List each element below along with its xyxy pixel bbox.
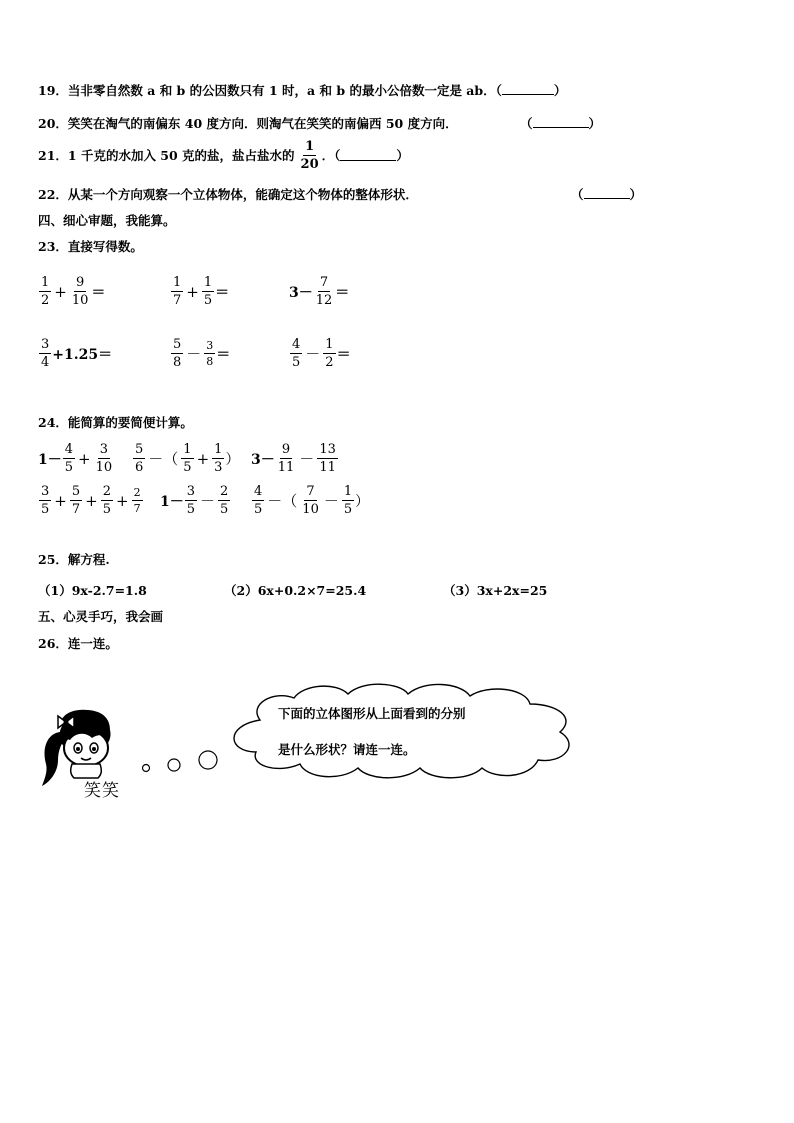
fraction-denominator: 7 xyxy=(71,502,81,517)
equation-3: （3）3x+2x=25 xyxy=(443,583,548,598)
fraction-numerator: 9 xyxy=(281,442,291,457)
section-4-heading: 四、细心审题，我能算。 xyxy=(38,213,176,228)
fraction-denominator: 11 xyxy=(319,460,336,475)
fraction-denominator: 2 xyxy=(41,293,50,308)
question-20-answer: （ ） xyxy=(520,116,602,131)
question-24-title: 24．能简算的要简便计算。 xyxy=(38,415,193,430)
math-operator: 3－ xyxy=(289,284,313,301)
math-operator: + xyxy=(54,491,67,510)
section-5-heading: 五、心灵手巧，我会画 xyxy=(38,609,164,624)
cloud-text-line-1: 下面的立体图形从上面看到的分别 xyxy=(278,706,466,721)
fraction-numerator: 3 xyxy=(41,337,50,352)
math-operator: ） xyxy=(225,451,240,468)
fraction-numerator: 1 xyxy=(173,275,182,290)
fraction-numerator: 4 xyxy=(64,442,74,457)
math-operator: － xyxy=(323,492,339,510)
question-20 xyxy=(38,116,458,132)
fraction-denominator: 5 xyxy=(41,502,50,517)
fraction-numerator: 13 xyxy=(319,442,336,457)
question-22 xyxy=(38,187,418,203)
fraction xyxy=(290,338,302,369)
fraction-numerator: 3 xyxy=(99,442,109,457)
fraction-numerator: 1 xyxy=(325,337,334,352)
q23-expr-6 xyxy=(289,338,351,369)
math-operator: － xyxy=(299,450,315,468)
fraction xyxy=(204,340,215,367)
fraction-denominator: 2 xyxy=(325,355,334,370)
fraction-numerator: 5 xyxy=(71,484,81,499)
fraction-denominator: 10 xyxy=(95,460,113,475)
q24-expr-1 xyxy=(38,443,115,474)
math-operator: + xyxy=(116,491,129,510)
q24-expr-5 xyxy=(160,485,231,516)
fraction-numerator: 1 xyxy=(183,442,192,457)
math-operator: + xyxy=(78,449,91,468)
math-operator: ＝ xyxy=(215,284,230,301)
fraction-numerator: 5 xyxy=(173,337,182,352)
math-operator: 3－ xyxy=(251,451,275,468)
math-operator: + xyxy=(85,491,98,510)
fraction xyxy=(212,443,224,474)
question-20-text: 20．笑笑在淘气的南偏东 40 度方向．则淘气在笑笑的南偏西 50 度方向． xyxy=(38,116,458,131)
question-21-text: 21．1 千克的水加入 50 克的盐，盐占盐水的 xyxy=(38,147,295,163)
q23-expr-5 xyxy=(170,338,230,369)
fraction-denominator: 10 xyxy=(302,502,319,517)
question-22-answer: （ ） xyxy=(571,187,643,202)
math-operator: ） xyxy=(355,493,370,510)
math-operator: + xyxy=(196,449,210,468)
fraction xyxy=(132,487,143,514)
fraction xyxy=(171,276,183,307)
question-25-title: 25．解方程. xyxy=(38,552,110,567)
fraction xyxy=(300,485,321,516)
math-operator: － xyxy=(186,345,202,363)
answer-blank-19[interactable] xyxy=(502,94,554,95)
fraction-numerator: 4 xyxy=(254,484,263,499)
fraction-denominator: 3 xyxy=(214,460,223,475)
math-operator: ＝ xyxy=(335,284,350,301)
equation-1: （1）9x-2.7=1.8 xyxy=(38,583,147,598)
girl-name-label: 笑笑 xyxy=(84,781,120,801)
math-operator: + xyxy=(54,282,67,301)
fraction-numerator: 3 xyxy=(206,339,214,352)
q23-expr-4 xyxy=(38,338,112,369)
fraction xyxy=(202,276,214,307)
fraction-denominator: 12 xyxy=(315,293,333,308)
fraction-numerator: 1 xyxy=(214,442,223,457)
fraction-numerator: 9 xyxy=(75,275,85,290)
fraction-numerator: 2 xyxy=(102,484,111,499)
math-operator: － xyxy=(305,345,321,363)
fraction-denominator: 5 xyxy=(254,502,263,517)
math-operator: ＝ xyxy=(336,346,351,363)
fraction-denominator: 5 xyxy=(343,502,353,517)
fraction-denominator: 8 xyxy=(173,355,182,370)
fraction-denominator: 7 xyxy=(133,502,141,515)
fraction-numerator: 4 xyxy=(292,337,301,352)
q23-expr-3 xyxy=(289,276,349,307)
fraction-numerator: 1 xyxy=(343,484,353,499)
question-22-text: 22．从某一个方向观察一个立体物体，能确定这个物体的整体形状． xyxy=(38,187,418,202)
fraction-numerator: 2 xyxy=(133,486,141,499)
answer-blank-22[interactable] xyxy=(584,198,630,199)
fraction xyxy=(171,338,183,369)
fraction-numerator: 7 xyxy=(319,275,329,290)
fraction-numerator: 3 xyxy=(41,484,50,499)
fraction-numerator: 1 xyxy=(41,275,50,290)
fraction-denominator: 10 xyxy=(71,293,89,308)
fraction xyxy=(101,485,113,516)
fraction xyxy=(94,443,115,474)
math-operator: －（ xyxy=(148,450,179,468)
question-19: 19．当非零自然数 a 和 b 的公因数只有 1 时，a 和 b 的最小公倍数一定是 ab．（ ） xyxy=(38,83,567,98)
fraction xyxy=(252,485,264,516)
fraction-denominator: 5 xyxy=(292,355,301,370)
fraction xyxy=(218,485,230,516)
fraction xyxy=(70,276,91,307)
fraction-numerator: 2 xyxy=(220,484,229,499)
fraction xyxy=(314,276,335,307)
fraction-denominator: 5 xyxy=(64,460,74,475)
fraction-denominator: 5 xyxy=(220,502,229,517)
fraction-denominator: 5 xyxy=(102,502,111,517)
cloud-text-line-2: 是什么形状？请连一连。 xyxy=(278,742,416,757)
fraction xyxy=(181,443,193,474)
math-operator: ＝ xyxy=(91,284,106,301)
q24-expr-6 xyxy=(251,485,369,516)
q24-expr-3 xyxy=(251,443,339,474)
fraction-numerator: 1 xyxy=(305,139,315,154)
fraction-denominator: 4 xyxy=(41,355,50,370)
q23-expr-2 xyxy=(170,276,229,307)
math-operator: 1－ xyxy=(160,493,184,510)
thought-cloud xyxy=(220,682,580,782)
fraction xyxy=(39,338,51,369)
fraction xyxy=(342,485,354,516)
fraction-denominator: 5 xyxy=(183,460,192,475)
fraction-1-20 xyxy=(299,140,321,171)
fraction xyxy=(39,276,51,307)
answer-blank-21[interactable] xyxy=(340,160,396,161)
question-26-title: 26．连一连。 xyxy=(38,636,118,651)
fraction-numerator: 7 xyxy=(306,484,315,499)
math-operator: － xyxy=(200,492,216,510)
thought-dots xyxy=(138,748,222,778)
fraction-denominator: 6 xyxy=(135,460,144,475)
question-23-title: 23．直接写得数。 xyxy=(38,239,143,254)
q23-expr-1 xyxy=(38,276,105,307)
math-operator: 1－ xyxy=(38,451,62,468)
fraction xyxy=(323,338,335,369)
fraction xyxy=(185,485,197,516)
fraction xyxy=(133,443,145,474)
q24-expr-4 xyxy=(38,485,144,516)
fraction-numerator: 1 xyxy=(203,275,213,290)
math-operator: + xyxy=(186,282,199,301)
question-21: 21．1 千克的水加入 50 克的盐，盐占盐水的 $\frac{1}{20}$ ．（ ） xyxy=(38,139,409,172)
fraction-denominator: 5 xyxy=(203,293,213,308)
math-operator: －（ xyxy=(267,492,298,510)
fraction xyxy=(70,485,82,516)
question-19-text: 19．当非零自然数 a 和 b 的公因数只有 1 时，a 和 b 的最小公倍数一定是 ab． xyxy=(38,83,496,98)
fraction-denominator: 8 xyxy=(206,355,214,368)
math-operator: +1.25＝ xyxy=(52,346,113,363)
fraction-denominator: 5 xyxy=(186,502,196,517)
fraction-denominator: 7 xyxy=(173,293,182,308)
math-operator: ＝ xyxy=(216,346,231,363)
q24-expr-2 xyxy=(132,443,239,474)
fraction xyxy=(63,443,75,474)
equation-2: （2）6x+0.2×7=25.4 xyxy=(224,583,367,598)
answer-blank-20[interactable] xyxy=(533,127,589,128)
fraction-denominator: 11 xyxy=(277,460,295,475)
fraction xyxy=(317,443,338,474)
fraction-denominator: 20 xyxy=(300,157,319,172)
fraction-numerator: 5 xyxy=(135,442,144,457)
fraction xyxy=(39,485,51,516)
fraction-numerator: 3 xyxy=(186,484,196,499)
fraction xyxy=(276,443,297,474)
